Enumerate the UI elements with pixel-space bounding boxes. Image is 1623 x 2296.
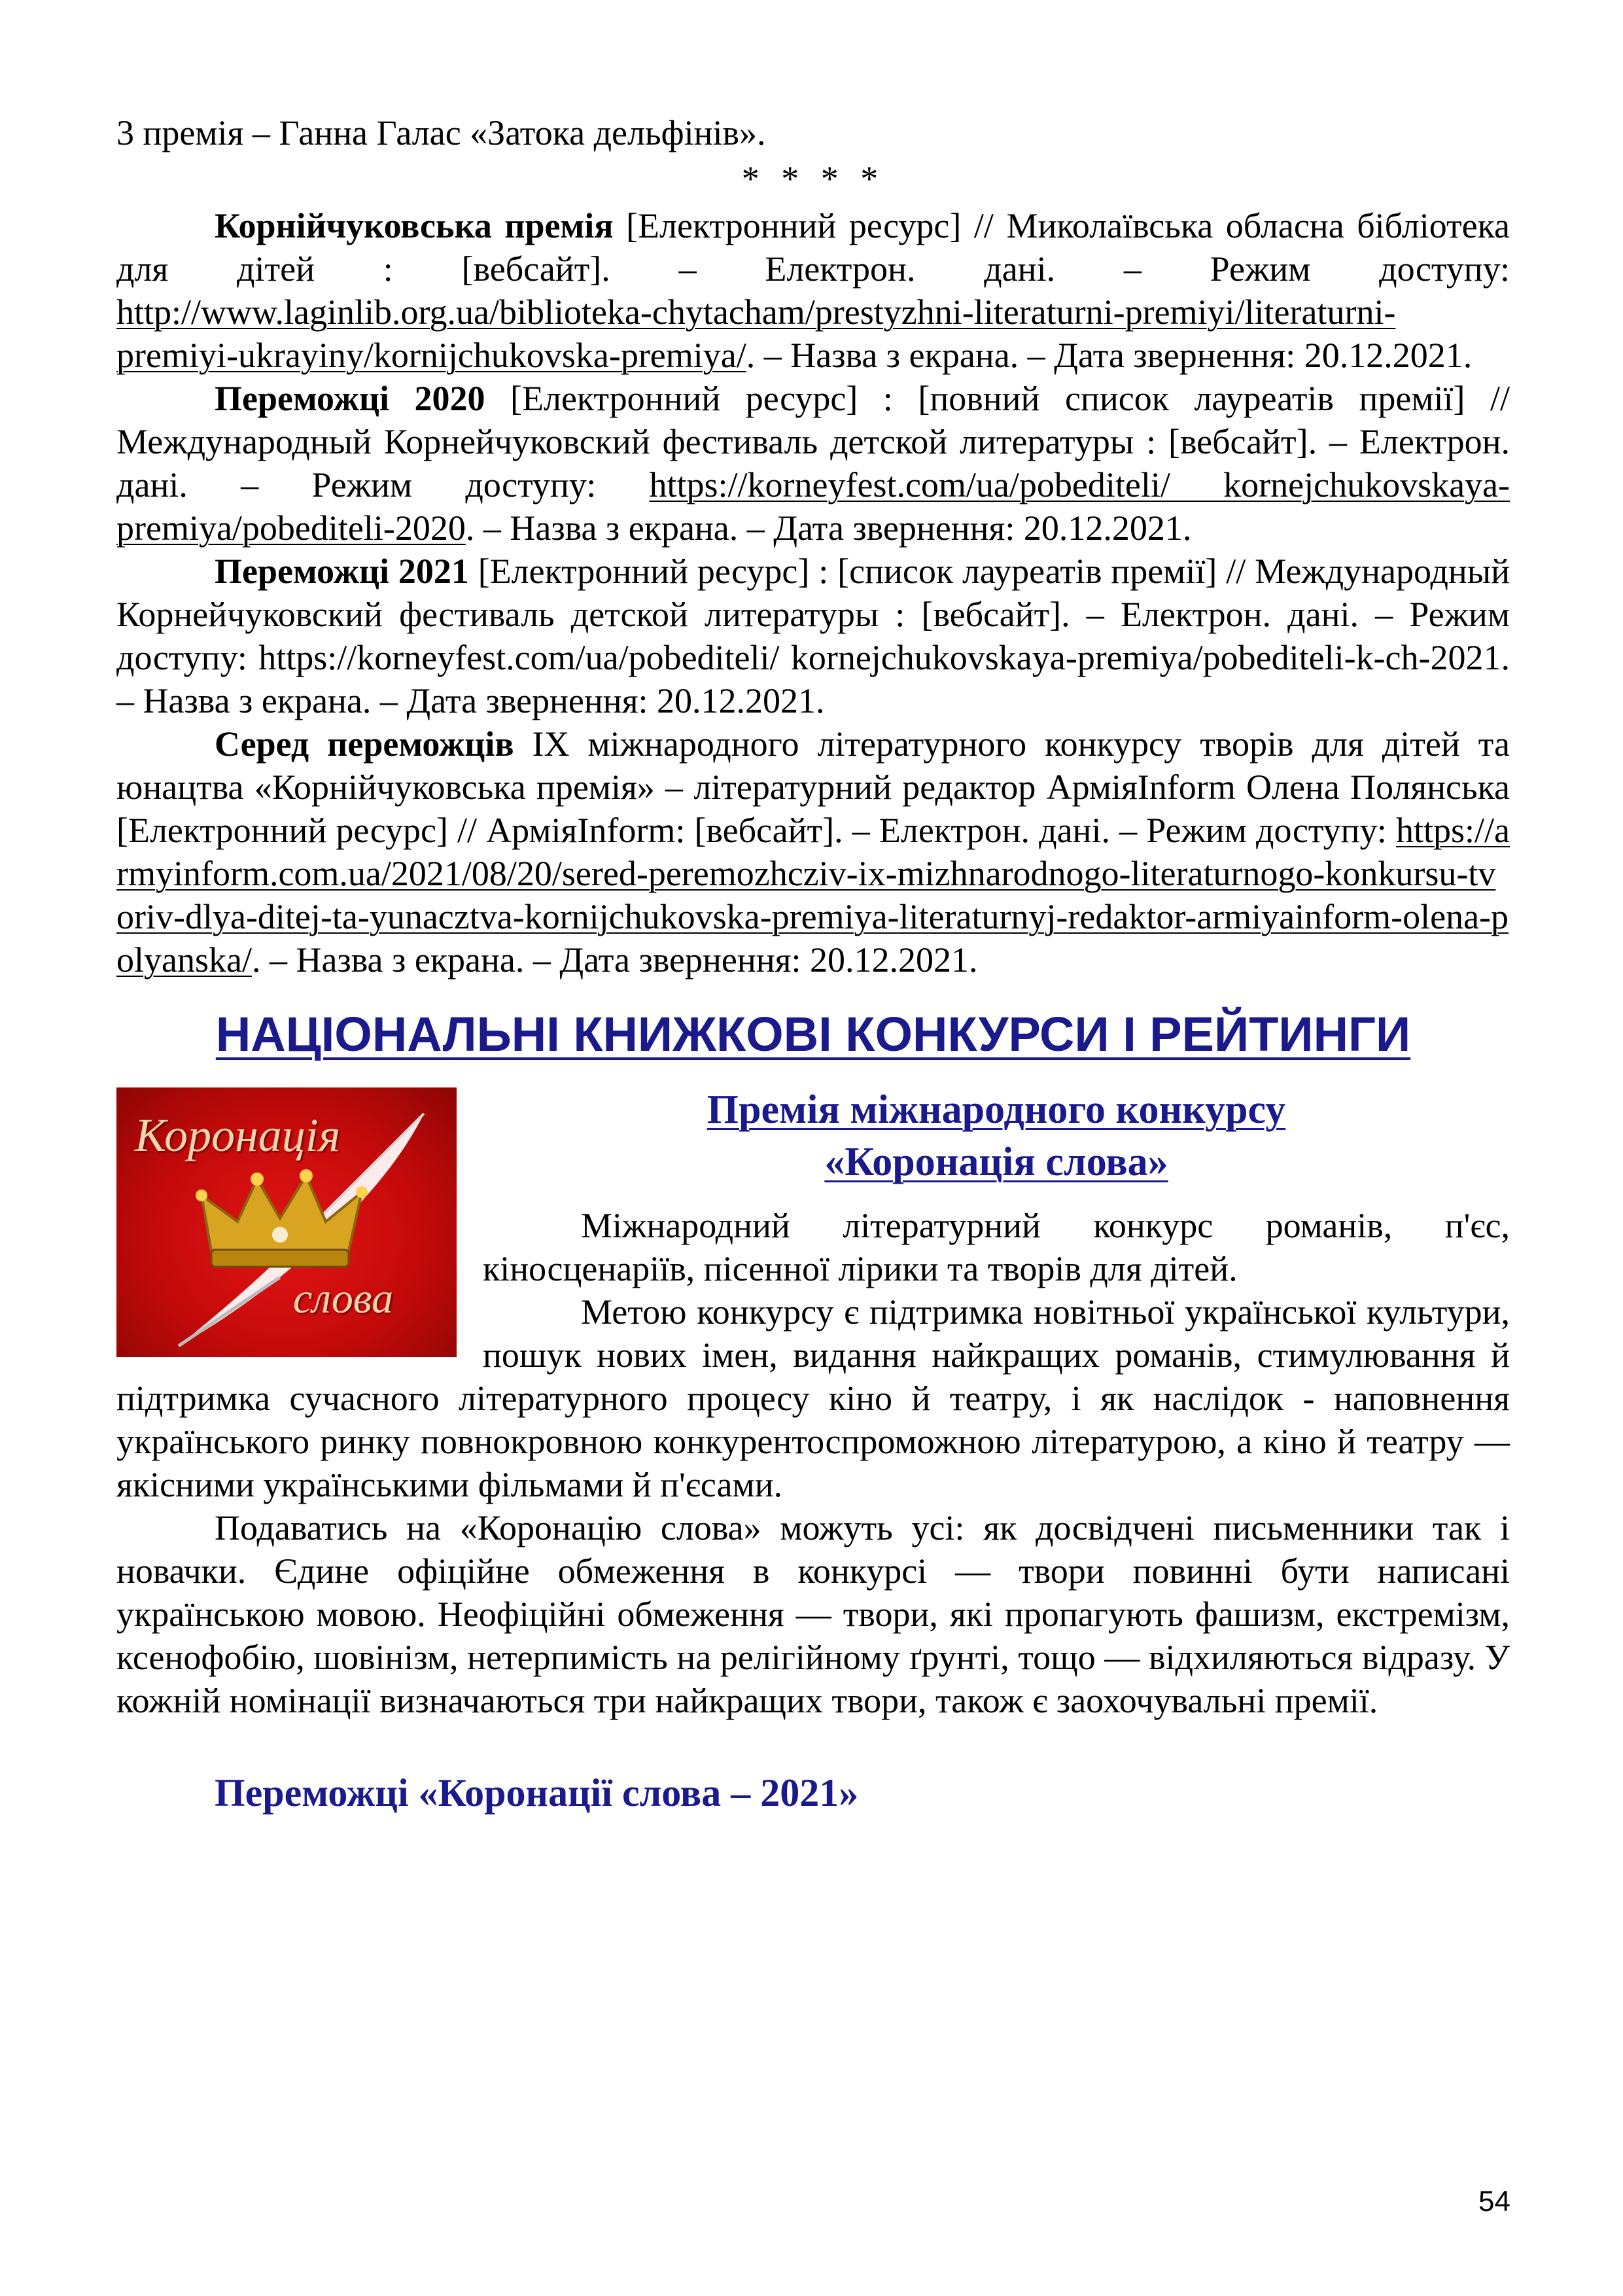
- entry-link[interactable]: https://armyinform.com.ua/2021/08/20/sered-peremozhcziv-ix-mizhnarodnogo-literaturnogo-konkursu-tvoriv-dlya-ditej-ta-yunacztva-kornijchukovska-premiya-literaturnyj-redaktor-armiyainform-olena-polyanska/: [116, 811, 1510, 980]
- logo-text-bottom: слова: [293, 1275, 394, 1322]
- entry-text: [Електронний ресурс] : [список лауреатів премії] // Международный Корнейчуковский фестиваль детской литературы : [вебсайт]. – Електрон. дані. – Режим доступу:: [116, 552, 1510, 677]
- entry-among-winners: [116, 722, 1510, 981]
- page-content: [116, 111, 1510, 1818]
- entry-text: [Електронний ресурс] // Миколаївська обласна бібліотека для дітей : [вебсайт]. – Електрон. дані. – Режим доступу:: [116, 206, 1510, 289]
- entry-url-text: https://korneyfest.com/ua/pobediteli/ kornejchukovskaya-premiya/pobediteli-k-ch-2021: [258, 638, 1501, 677]
- film-theatre-link[interactable]: кіно й театру: [828, 1379, 1043, 1418]
- contest-paragraph-1: Міжнародний літературний конкурс романів, п'єс, кіносценаріїв, пісенної лірики та творів для дітей.: [483, 1206, 1510, 1288]
- entry-text: [Електронний ресурс] : [повний список лауреатів премії] // Международный Корнейчуковский фестиваль детской литературы : [вебсайт]. – Електрон. дані. – Режим доступу:: [116, 379, 1510, 504]
- paragraph-text: , і як наслідок - наповнення українського ринку повнокровною конкурентоспроможною літературою, а кіно й театру — якісними українськими фільмами й п'єсами.: [116, 1379, 1510, 1504]
- entry-winners-2020: [116, 377, 1510, 550]
- subsection-title-line1: Премія міжнародного конкурсу: [707, 1087, 1286, 1132]
- logo-text-top: Коронація: [135, 1109, 341, 1161]
- page-number: 54: [1478, 2185, 1510, 2217]
- subsection-title-line2: «Коронація слова»: [824, 1140, 1168, 1184]
- entry-title: Серед переможців: [215, 724, 514, 764]
- entry-title: Переможці 2021: [215, 552, 469, 591]
- entry-link[interactable]: https://korneyfest.com/ua/pobediteli/ kornejchukovskaya-premiya/pobediteli-2020: [116, 465, 1510, 548]
- separator: * * * *: [741, 159, 885, 198]
- entry-text: . – Назва з екрана. – Дата звернення: 20.12.2021.: [465, 508, 1192, 548]
- contest-paragraph-3: Подаватись на «Коронацію слова» можуть усі: як досвідчені письменники так і новачки. Єдине офіційне обмеження в конкурсі — твори повинні бути написані українською мовою. Неофіційні обмеження — твори, які пропагують фашизм, екстремізм, ксенофобію, шовінізм, нетерпимість на релігійному ґрунті, тощо — відхиляються відразу. У кожній номінації визначаються три найкращих твори, також є заохочувальні премії.: [116, 1508, 1510, 1720]
- entry-text: . – Назва з екрана. – Дата звернення: 20.12.2021.: [116, 638, 1510, 720]
- entry-text: . – Назва з екрана. – Дата звернення: 20.12.2021.: [746, 336, 1473, 375]
- entry-link[interactable]: http://www.laginlib.org.ua/biblioteka-chytacham/prestyzhni-literaturni-premiyi/literaturni-premiyi-ukrayiny/kornijchukovska-premiya/: [116, 292, 1396, 375]
- paragraph-text: Метою конкурсу є підтримка новітньої української культури, пошук нових імен, видання найкращих романів, стимулювання й підтримка сучасного літературного процесу: [116, 1292, 1510, 1418]
- top-line: 3 премія – Ганна Галас «Затока дельфінів».: [116, 113, 766, 152]
- section-title: НАЦІОНАЛЬНІ КНИЖКОВІ КОНКУРСИ І РЕЙТИНГИ: [215, 1007, 1411, 1061]
- entry-korniichukovska: [116, 204, 1510, 377]
- entry-text: ІХ міжнародного літературного конкурсу творів для дітей та юнацтва «Корнійчуковська премія» – літературний редактор АрміяInform Олена Полянська [Електронний ресурс] // АрміяInform: [вебсайт]. – Електрон. дані. – Режим доступу:: [116, 724, 1510, 850]
- entry-text: . – Назва з екрана. – Дата звернення: 20.12.2021.: [251, 940, 978, 980]
- entry-title: Корнійчуковська премія: [215, 206, 614, 245]
- winners-heading: Переможці «Коронації слова – 2021»: [215, 1771, 859, 1814]
- koronatsiia-slova-logo: [116, 1087, 457, 1357]
- entry-winners-2021: [116, 550, 1510, 722]
- entry-title: Переможці 2020: [215, 379, 485, 418]
